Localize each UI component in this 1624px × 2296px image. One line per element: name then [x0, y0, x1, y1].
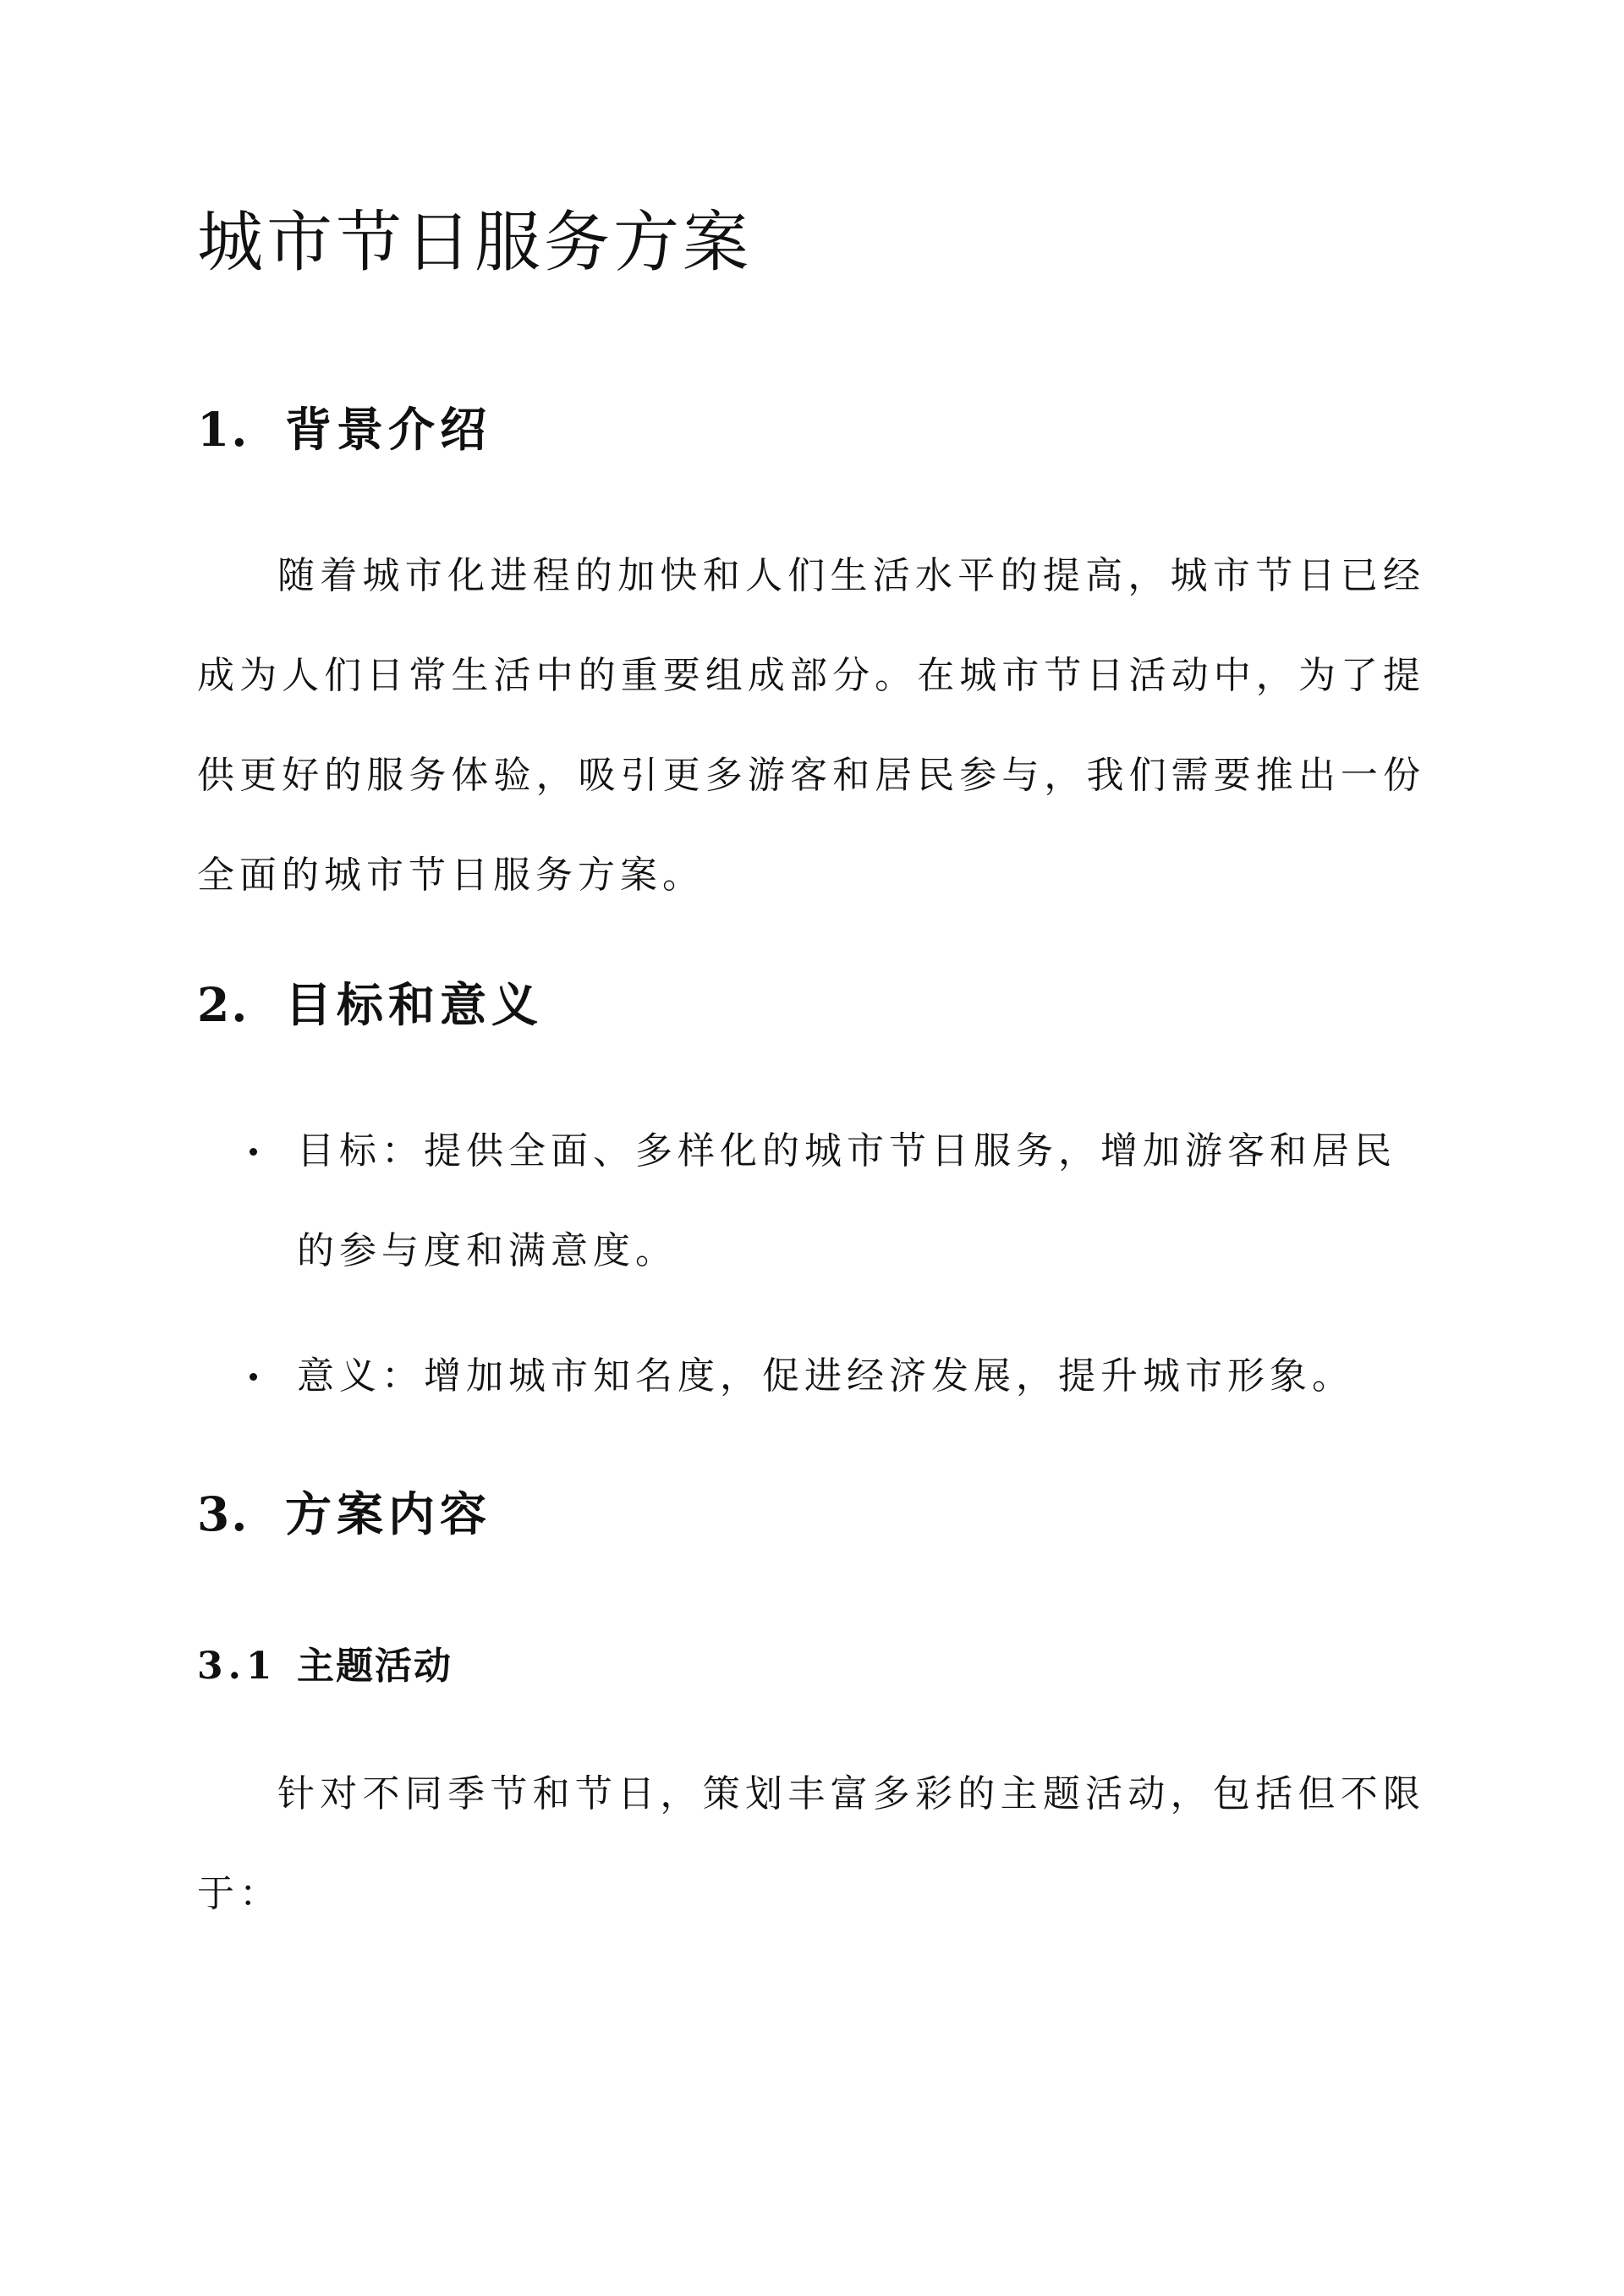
list-item-text: 意义：增加城市知名度，促进经济发展，提升城市形象。 [297, 1354, 1354, 1398]
list-item-text: 目标：提供全面、多样化的城市节日服务，增加游客和居民的参与度和满意度。 [297, 1129, 1396, 1272]
section-title: 目标和意义 [285, 977, 544, 1032]
list-item-goal [197, 1101, 1425, 1301]
section-heading-background [197, 396, 491, 464]
goals-list [197, 1101, 1425, 1452]
list-item-significance [197, 1327, 1425, 1426]
section-number: 2. [197, 977, 250, 1032]
section-number: 3. [197, 1486, 250, 1541]
subsection-title: 主题活动 [297, 1645, 453, 1688]
section-number: 1. [197, 402, 250, 457]
subsection-number: 3.1 [197, 1645, 277, 1688]
background-paragraph: 随着城市化进程的加快和人们生活水平的提高，城市节日已经成为人们日常生活中的重要组成部分。在城市节日活动中，为了提供更好的服务体验，吸引更多游客和居民参与，我们需要推出一份全面的城市节日服务方案。 [197, 554, 1425, 897]
bullet-dot-icon [250, 1148, 257, 1156]
theme-activities-paragraph: 针对不同季节和节日，策划丰富多彩的主题活动，包括但不限于： [197, 1772, 1425, 1915]
section-heading-content [197, 1480, 491, 1548]
section-title: 方案内容 [285, 1486, 492, 1541]
subsection-heading-theme-activities [197, 1637, 453, 1696]
section-title: 背景介绍 [285, 402, 492, 457]
document-title: 城市节日服务方案 [197, 205, 753, 281]
bullet-dot-icon [250, 1373, 257, 1381]
section-heading-goals [197, 971, 543, 1039]
